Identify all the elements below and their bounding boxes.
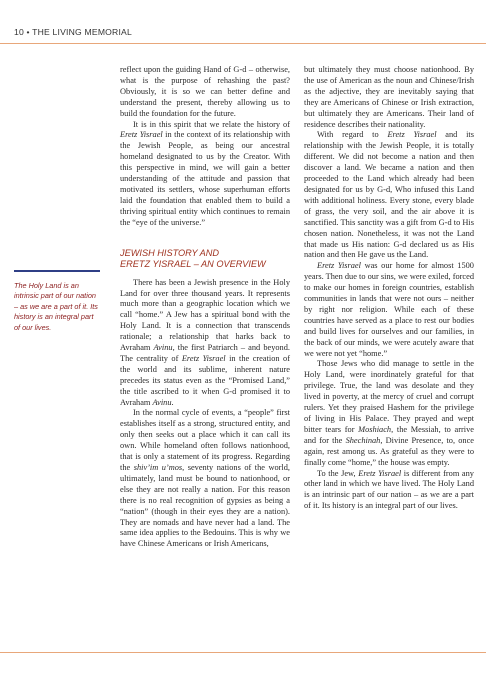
pull-quote-text: The Holy Land is an intrinsic part of our nation – as we are a part of it. Its history is an integral part of our lives. (14, 281, 98, 332)
pull-quote-rule (14, 270, 100, 272)
text-column-right (304, 65, 474, 512)
header-rule (0, 43, 486, 44)
paragraph: reflect upon the guiding Hand of G-d – otherwise, what is the purpose of rehashing the past? Obviously, it is so we can better define and understand the present, thereby allowing us to build the foundation for the future. (120, 65, 290, 118)
paragraph: but ultimately they must choose nationhood. By the use of American as the noun and Chinese/Irish as the adjective, they are inevitably saying that they are Americans of Chinese or Irish extraction, but ultimately they are Americans. Their land of residence describes their nationality. (304, 65, 474, 129)
section-heading: JEWISH HISTORY AND ERETZ YISRAEL – AN OVERVIEW (120, 247, 266, 270)
paragraph: Eretz Yisrael was our home for almost 1500 years. Then due to our sins, we were exiled, forced to make our homes in foreign countries, establish communities in lands that were not ours – neither by right nor religion. While each of these countries have served as a place to rest our bodies and build lives for ourselves and our families, in the back of our minds, we were acutely aware that we were not yet “home.” (304, 261, 474, 358)
footer-rule (0, 652, 486, 653)
paragraph: In the normal cycle of events, a “people” first establishes itself as a strong, structured entity, and only then seeks out a place which it can call its own. While homeland often follows nationhood, that is only a statement of its progress. Regarding the shiv’im u’mos, seventy nations of the world, ultimately, land must be bound to nationhood, or else they are not really a nation. For this reason there is no real recognition of gypsies as being a “nation” (though in their eyes they are a nation). They are nomads and have never had a land. The same idea applies to the Bedouins. This is why we have Chinese Americans or Irish Americans, (120, 408, 290, 549)
paragraph: Those Jews who did manage to settle in the Holy Land, were inordinately grateful for that privilege. True, the land was desolate and they lived in poverty, at the mercy of cruel and corrupt rulers. Yet they praised Hashem for the privilege of living in His Palace. They prayed and wept bitter tears for Moshiach, the Messiah, to arrive and for the Shechinah, Divine Presence, to, once again, rest among us. As grateful as they were to finally come “home,” the house was empty. (304, 359, 475, 467)
paragraph: With regard to Eretz Yisrael and its relationship with the Jewish People, it is totally different. We did not become a nation and then discover a land. We became a nation and then proceeded to the Land which already had been designated for us by G-d, Who infused this Land with additional holiness. Every stone, every blade of grass, the very soil, and the air above it is sanctified. This sanctity was a gift from G-d to His chosen nation. Nonetheless, it was not the Land that made us His nation: G-d declared us as His nation and then He gave us the Land. (304, 130, 474, 260)
sidebar-pull-quote (14, 270, 100, 333)
paragraph: To the Jew, Eretz Yisrael is different from any other land in which we have lived. The Holy Land is an intrinsic part of our nation – as we are a part of it. Its history is an integral part of our lives. (304, 468, 474, 511)
paragraph: There has been a Jewish presence in the Holy Land for over three thousand years. It represents much more than a geographic location which we call “home.” A Jew has a spiritual bond with the Holy Land. It is a connection that transcends rationale; a relationship that harks back to Avraham Avinu, the first Patriarch – and beyond. The centrality of Eretz Yisrael in the creation of the world and its sublime, inherent nature precedes its status even as the “Promised Land,” the title ascribed to it when G-d promised it to Avraham Avinu. (120, 277, 290, 407)
text-column-left (120, 65, 290, 550)
running-head: 10 • THE LIVING MEMORIAL (14, 27, 132, 37)
paragraph: It is in this spirit that we relate the history of Eretz Yisrael in the context of its relationship with the Jewish People, as being our ancestral homeland designated to us by the Creator. With this perspective in mind, we will gain a better understanding of the attitude and passion that motivated its settlers, whose superhuman efforts laid the foundation that enabled them to build a thriving spiritual entity which continues to remain the “eye of the universe.” (120, 119, 290, 227)
